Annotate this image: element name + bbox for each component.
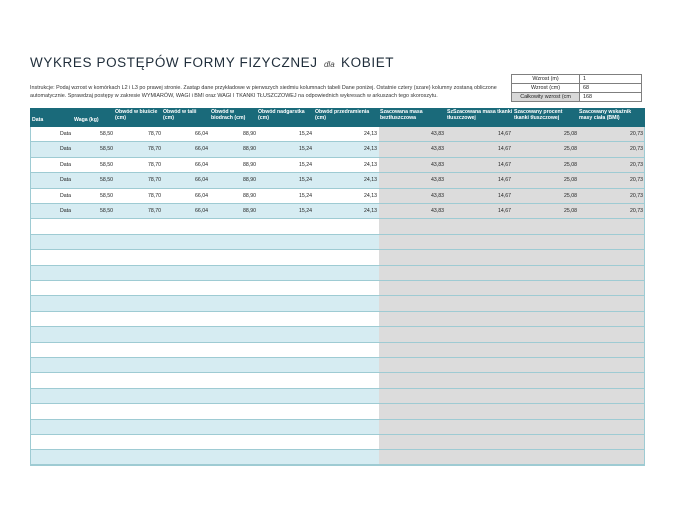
value-cell[interactable]: 58,50 — [100, 161, 113, 168]
height-table — [511, 74, 642, 102]
height-cm-cell[interactable]: 68 — [580, 84, 642, 93]
table-frame — [30, 127, 645, 465]
value-cell[interactable]: 88,90 — [243, 131, 256, 137]
value-cell[interactable]: 25,08 — [564, 161, 577, 168]
title-mid: dla — [323, 60, 335, 69]
value-cell[interactable]: 14,67 — [498, 161, 511, 168]
sheet-title — [30, 55, 394, 70]
value-cell[interactable]: 24,13 — [364, 192, 377, 199]
header-fat-percent[interactable]: Szacowany procent tkanki tłuszczowej — [514, 109, 563, 121]
value-cell[interactable]: 15,24 — [299, 208, 312, 214]
header-bmi[interactable]: Szacowany wskaźnik masy ciała (BMI) — [579, 109, 632, 121]
value-cell[interactable]: 20,73 — [630, 208, 643, 214]
height-cm-label: Wzrost (cm) — [512, 84, 580, 93]
value-cell[interactable]: 58,50 — [100, 146, 113, 153]
value-cell[interactable]: 43,83 — [431, 177, 444, 184]
value-cell[interactable]: 88,90 — [243, 192, 256, 199]
value-cell[interactable]: 25,08 — [564, 192, 577, 199]
value-cell[interactable]: 25,08 — [564, 131, 577, 137]
header-lean-mass[interactable]: Szacowana masa beztłuszczowa — [380, 109, 423, 121]
value-cell[interactable]: 15,24 — [299, 177, 312, 184]
value-cell[interactable]: 43,83 — [431, 146, 444, 153]
value-cell[interactable]: 66,04 — [195, 208, 208, 214]
value-cell[interactable]: 14,67 — [498, 146, 511, 153]
value-cell[interactable]: 20,73 — [630, 146, 643, 153]
height-row-total — [512, 93, 642, 102]
header-hips[interactable]: Obwód w biodrach (cm) — [211, 109, 246, 121]
header-waist[interactable]: Obwód w talii (cm) — [163, 109, 197, 121]
value-cell[interactable]: 15,24 — [299, 146, 312, 153]
value-cell[interactable]: 20,73 — [630, 177, 643, 184]
value-cell[interactable]: 66,04 — [195, 131, 208, 137]
value-cell[interactable]: 43,83 — [431, 192, 444, 199]
value-cell[interactable]: 78,70 — [148, 131, 161, 137]
header-wrist[interactable]: Obwód nadgarstka (cm) — [258, 109, 305, 121]
height-total-label: Całkowity wzrost (cm — [512, 93, 580, 102]
value-cell[interactable]: 15,24 — [299, 131, 312, 137]
value-cell[interactable]: 78,70 — [148, 161, 161, 168]
value-cell[interactable]: 88,90 — [243, 146, 256, 153]
value-cell[interactable]: 24,13 — [364, 177, 377, 184]
title-main: WYKRES POSTĘPÓW FORMY FIZYCZNEJ — [30, 55, 318, 70]
date-cell[interactable]: Data — [60, 161, 71, 168]
value-cell[interactable]: 88,90 — [243, 177, 256, 184]
value-cell[interactable]: 88,90 — [243, 161, 256, 168]
date-cell[interactable]: Data — [60, 208, 71, 214]
date-cell[interactable]: Data — [60, 146, 71, 153]
value-cell[interactable]: 25,08 — [564, 177, 577, 184]
table-header — [30, 108, 645, 127]
value-cell[interactable]: 14,67 — [498, 208, 511, 214]
date-cell[interactable]: Data — [60, 192, 71, 199]
title-end: KOBIET — [341, 55, 395, 70]
height-total-cell: 168 — [580, 93, 642, 102]
value-cell[interactable]: 88,90 — [243, 208, 256, 214]
value-cell[interactable]: 24,13 — [364, 131, 377, 137]
header-bust[interactable]: Obwód w biuście (cm) — [115, 109, 158, 121]
instructions-text: Instrukcje: Podaj wzrost w komórkach L2 i L3 po prawej stronie. Zastąp dane przykładowe w pierwszych siedmiu kolumnach tabeli Dane poniżej. Ostatnie cztery (szare) kolumny zostaną obliczone automatycznie. Sprawdzaj postępy w zakresie WYMIARÓW, WAGI i BMI oraz WAGI I TKANKI TŁUSZCZOWEJ na odpowiednich wykresach w arkuszach tego skoroszytu. — [30, 85, 497, 99]
value-cell[interactable]: 24,13 — [364, 146, 377, 153]
value-cell[interactable]: 58,50 — [100, 131, 113, 137]
value-cell[interactable]: 58,50 — [100, 208, 113, 214]
height-m-cell[interactable]: 1 — [580, 75, 642, 84]
value-cell[interactable]: 43,83 — [431, 208, 444, 214]
value-cell[interactable]: 15,24 — [299, 161, 312, 168]
value-cell[interactable]: 14,67 — [498, 177, 511, 184]
date-cell[interactable]: Data — [60, 131, 71, 137]
value-cell[interactable]: 24,13 — [364, 161, 377, 168]
height-row-cm — [512, 84, 642, 93]
value-cell[interactable]: 66,04 — [195, 192, 208, 199]
header-data[interactable]: Data — [32, 117, 44, 123]
value-cell[interactable]: 58,50 — [100, 192, 113, 199]
value-cell[interactable]: 14,67 — [498, 192, 511, 199]
value-cell[interactable]: 66,04 — [195, 161, 208, 168]
value-cell[interactable]: 20,73 — [630, 161, 643, 168]
value-cell[interactable]: 25,08 — [564, 208, 577, 214]
value-cell[interactable]: 14,67 — [498, 131, 511, 137]
height-row-m — [512, 75, 642, 84]
value-cell[interactable]: 43,83 — [431, 161, 444, 168]
date-cell[interactable]: Data — [60, 177, 71, 184]
header-forearm[interactable]: Obwód przedramienia (cm) — [315, 109, 370, 121]
value-cell[interactable]: 66,04 — [195, 177, 208, 184]
value-cell[interactable]: 78,70 — [148, 208, 161, 214]
value-cell[interactable]: 43,83 — [431, 131, 444, 137]
value-cell[interactable]: 78,70 — [148, 177, 161, 184]
value-cell[interactable]: 78,70 — [148, 192, 161, 199]
value-cell[interactable]: 78,70 — [148, 146, 161, 153]
value-cell[interactable]: 25,08 — [564, 146, 577, 153]
value-cell[interactable]: 20,73 — [630, 192, 643, 199]
data-table — [30, 108, 645, 465]
value-cell[interactable]: 66,04 — [195, 146, 208, 153]
header-fat-mass[interactable]: SzSzacowana masa tkanki tłuszczowej — [447, 109, 513, 121]
value-cell[interactable]: 15,24 — [299, 192, 312, 199]
value-cell[interactable]: 58,50 — [100, 177, 113, 184]
height-m-label: Wzrost (m) — [512, 75, 580, 84]
value-cell[interactable]: 20,73 — [630, 131, 643, 137]
value-cell[interactable]: 24,13 — [364, 208, 377, 214]
header-weight[interactable]: Waga (kg) — [74, 117, 99, 123]
